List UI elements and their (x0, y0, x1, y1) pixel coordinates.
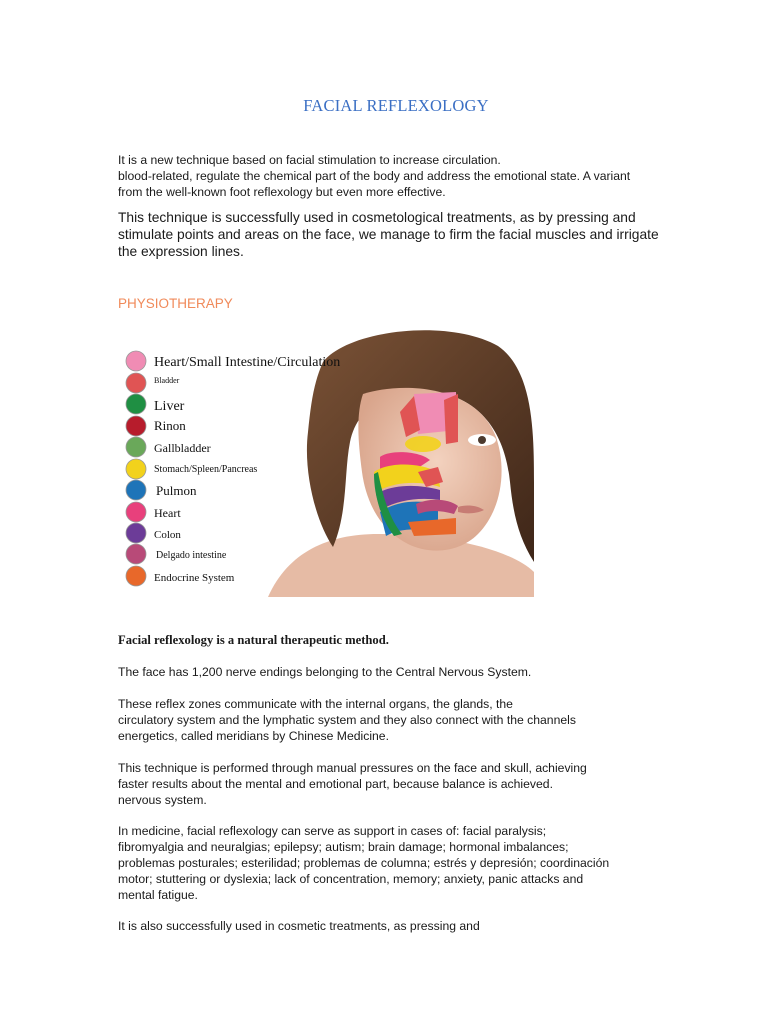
medicine-line: problemas posturales; esterilidad; problemas de columna; estrés y depresión; coordinación (118, 856, 610, 870)
manual-pressure-line: This technique is performed through manual pressures on the face and skull, achieving (118, 761, 587, 775)
reflex-zones-paragraph (118, 696, 678, 744)
legend-label-6: Pulmon (156, 483, 197, 498)
reflexology-figure (118, 322, 534, 597)
medicine-line: fibromyalgia and neuralgias; epilepsy; autism; brain damage; hormonal imbalances; (118, 840, 569, 854)
legend-swatch-7 (126, 502, 146, 522)
legend-label-5: Stomach/Spleen/Pancreas (154, 464, 258, 475)
legend-label-3: Rinon (154, 418, 186, 433)
legend-swatch-9 (126, 544, 146, 564)
manual-pressure-line: faster results about the mental and emotional part, because balance is achieved. (118, 777, 553, 791)
cosmetic-tail-paragraph (118, 918, 678, 934)
nerve-endings-line: The face has 1,200 nerve endings belonging to the Central Nervous System. (118, 665, 532, 679)
intro-line: from the well-known foot reflexology but even more effective. (118, 185, 446, 199)
legend-swatch-2 (126, 394, 146, 414)
medicine-line: mental fatigue. (118, 888, 198, 902)
intro-paragraph (118, 152, 678, 200)
cosmetology-line: This technique is successfully used in cosmetological treatments, as by pressing and (118, 210, 636, 225)
legend-swatch-0 (126, 351, 146, 371)
legend-swatch-5 (126, 459, 146, 479)
document-title: FACIAL REFLEXOLOGY (303, 96, 489, 115)
zone-center-line (444, 394, 458, 444)
legend-label-1: Bladder (154, 376, 180, 385)
reflexology-illustration (118, 322, 534, 597)
cosmetology-line: the expression lines. (118, 244, 244, 259)
legend-label-7: Heart (154, 506, 181, 520)
manual-pressure-paragraph (118, 760, 678, 808)
legend-label-8: Colon (154, 529, 181, 541)
intro-line: blood-related, regulate the chemical part of the body and address the emotional state. A variant (118, 169, 631, 183)
legend-label-0: Heart/Small Intestine/Circulation (154, 355, 341, 370)
cosmetology-line: stimulate points and areas on the face, we manage to firm the facial muscles and irrigate (118, 227, 659, 242)
manual-pressure-line: nervous system. (118, 793, 207, 807)
legend-swatch-1 (126, 373, 146, 393)
intro-line: It is a new technique based on facial stimulation to increase circulation. (118, 153, 501, 167)
legend-swatch-10 (126, 566, 146, 586)
nerve-endings-paragraph (118, 664, 678, 680)
reflex-zones-line: energetics, called meridians by Chinese Medicine. (118, 729, 389, 743)
reflex-zones-line: circulatory system and the lymphatic system and they also connect with the channels (118, 713, 576, 727)
legend-swatch-4 (126, 437, 146, 457)
zone-eye (405, 436, 441, 452)
legend-label-10: Endocrine System (154, 572, 235, 584)
medicine-line: In medicine, facial reflexology can serve as support in cases of: facial paralysis; (118, 824, 547, 838)
cosmetic-tail-line: It is also successfully used in cosmetic treatments, as pressing and (118, 919, 480, 933)
natural-method-statement: Facial reflexology is a natural therapeutic method. (118, 633, 389, 647)
legend-swatch-3 (126, 416, 146, 436)
legend-swatch-6 (126, 480, 146, 500)
iris-shape (478, 436, 486, 444)
section-heading: PHYSIOTHERAPY (118, 296, 233, 311)
reflex-zones-line: These reflex zones communicate with the internal organs, the glands, the (118, 697, 513, 711)
medicine-paragraph (118, 823, 678, 903)
legend-label-9: Delgado intestine (156, 550, 227, 561)
legend-swatch-8 (126, 523, 146, 543)
cosmetology-paragraph (118, 209, 678, 260)
legend-label-4: Gallbladder (154, 441, 211, 455)
medicine-line: motor; stuttering or dyslexia; lack of concentration, memory; anxiety, panic attacks and (118, 872, 584, 886)
legend-label-2: Liver (154, 399, 185, 414)
